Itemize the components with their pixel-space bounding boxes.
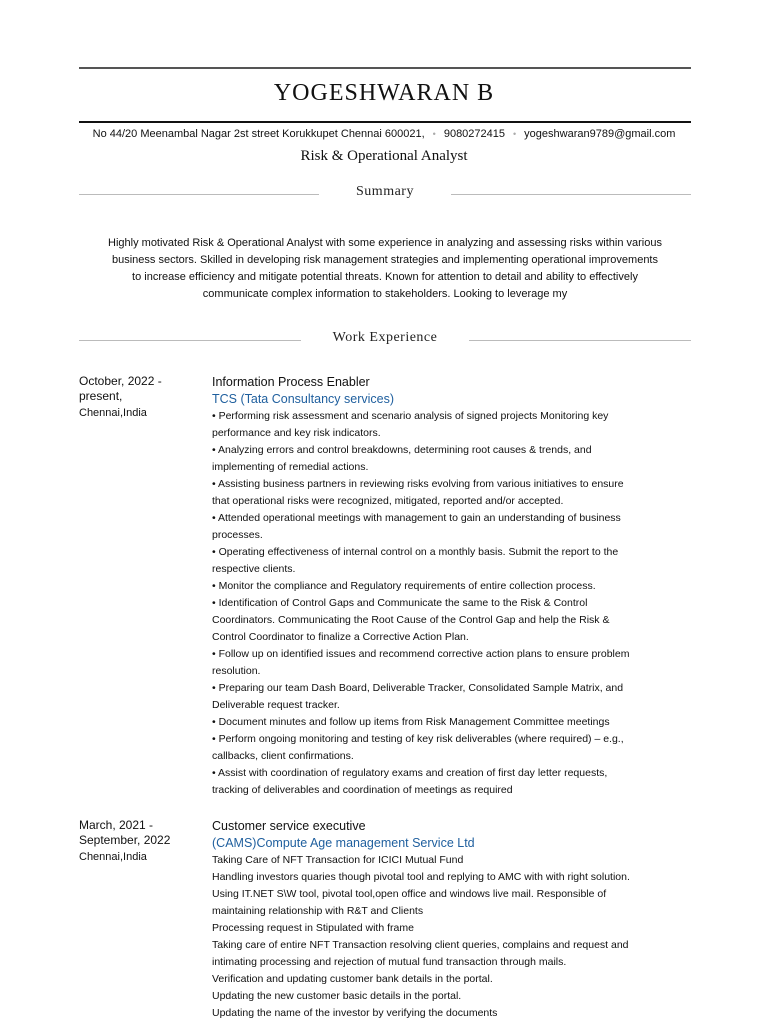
job-role: Customer service executive bbox=[212, 819, 366, 833]
job-dates-end: September, 2022 bbox=[79, 833, 171, 847]
job-meta bbox=[79, 818, 199, 865]
bullet-line: Taking care of entire NFT Transaction resolving client queries, complains and request and bbox=[212, 939, 629, 951]
bullet-line: • Identification of Control Gaps and Communicate the same to the Risk & Control bbox=[212, 597, 588, 609]
separator-dot-icon: • bbox=[513, 129, 517, 139]
bullet-line: maintaining relationship with R&T and Clients bbox=[212, 905, 424, 917]
job-details bbox=[212, 818, 692, 1022]
job-dates: March, 2021 - bbox=[79, 818, 154, 832]
bullet-line: • Perform ongoing monitoring and testing of key risk deliverables (where required) – e.g., bbox=[212, 733, 624, 745]
bullet-line: performance and key risk indicators. bbox=[212, 427, 381, 439]
job-role: Information Process Enabler bbox=[212, 375, 370, 389]
bullet-line: • Attended operational meetings with management to gain an understanding of business bbox=[212, 512, 621, 524]
bullet-line: • Preparing our team Dash Board, Deliverable Tracker, Consolidated Sample Matrix, and bbox=[212, 682, 624, 694]
bullet-line: • Analyzing errors and control breakdowns, determining root causes & trends, and bbox=[212, 444, 592, 456]
job-location: Chennai,India bbox=[79, 407, 147, 419]
bullet-line: that operational risks were recognized, mitigated, reported and/or accepted. bbox=[212, 495, 564, 507]
bullet-line: • Operating effectiveness of internal control on a monthly basis. Submit the report to the bbox=[212, 546, 619, 558]
job-location: Chennai,India bbox=[79, 851, 147, 863]
work-heading bbox=[79, 330, 691, 350]
bullet-line: Verification and updating customer bank details in the portal. bbox=[212, 973, 493, 985]
job-details bbox=[212, 374, 692, 799]
bullet-line: Handling investors quaries though pivotal tool and replying to AMC with with right solution. bbox=[212, 871, 630, 883]
job-title: Risk & Operational Analyst bbox=[300, 148, 468, 164]
bullet-line: Deliverable request tracker. bbox=[212, 699, 340, 711]
bullet-line: • Assisting business partners in reviewing risks evolving from various initiatives to ensure bbox=[212, 478, 624, 490]
summary-heading bbox=[79, 184, 691, 204]
summary-line: to increase efficiency and mitigate potential threats. Known for attention to detail and ability to effectively bbox=[132, 271, 638, 283]
bullet-line: Processing request in Stipulated with frame bbox=[212, 922, 414, 934]
job-meta bbox=[79, 374, 199, 421]
work-heading-label: Work Experience bbox=[332, 330, 438, 345]
bullet-line: callbacks, client confirmations. bbox=[212, 750, 354, 762]
bullet-line: • Assist with coordination of regulatory exams and creation of first day letter requests, bbox=[212, 767, 608, 779]
job-bullets bbox=[212, 852, 692, 1022]
summary-line: business sectors. Skilled in developing risk management strategies and implementing operational improvements bbox=[111, 254, 658, 266]
bullet-line: tracking of deliverables and coordination of meetings as required bbox=[212, 784, 513, 796]
name-divider bbox=[79, 121, 691, 123]
bullet-line: resolution. bbox=[212, 665, 261, 677]
bullet-line: processes. bbox=[212, 529, 263, 541]
bullet-line: • Performing risk assessment and scenario analysis of signed projects Monitoring key bbox=[212, 410, 609, 422]
bullet-line: Taking Care of NFT Transaction for ICICI Mutual Fund bbox=[212, 854, 464, 866]
bullet-line: • Document minutes and follow up items from Risk Management Committee meetings bbox=[212, 716, 610, 728]
bullet-line: Coordinators. Communicating the Root Cause of the Control Gap and help the Risk & bbox=[212, 614, 610, 626]
bullet-line: Updating the new customer basic details in the portal. bbox=[212, 990, 462, 1002]
summary-heading-label: Summary bbox=[356, 184, 414, 199]
bullet-line: • Follow up on identified issues and recommend corrective action plans to ensure problem bbox=[212, 648, 630, 660]
contact-email: yogeshwaran9789@gmail.com bbox=[524, 128, 676, 140]
bullet-line: respective clients. bbox=[212, 563, 296, 575]
bullet-line: Using IT.NET S\W tool, pivotal tool,open office and windows live mail. Responsible of bbox=[212, 888, 607, 900]
bullet-line: Control Coordinator to finalize a Corrective Action Plan. bbox=[212, 631, 469, 643]
contact-line bbox=[0, 128, 768, 140]
job-company: TCS (Tata Consultancy services) bbox=[212, 392, 395, 406]
summary-line: communicate complex information to stakeholders. Looking to leverage my bbox=[202, 288, 568, 300]
candidate-name: YOGESHWARAN B bbox=[273, 80, 495, 106]
bullet-line: • Monitor the compliance and Regulatory requirements of entire collection process. bbox=[212, 580, 596, 592]
contact-address: No 44/20 Meenambal Nagar 2st street Korukkupet Chennai 600021, bbox=[92, 128, 425, 140]
job-dates: October, 2022 - bbox=[79, 374, 162, 388]
bullet-line: Updating the name of the investor by verifying the documents bbox=[212, 1007, 498, 1019]
job-bullets bbox=[212, 408, 692, 799]
job-dates-end: present, bbox=[79, 389, 123, 403]
contact-phone: 9080272415 bbox=[443, 128, 506, 140]
bullet-line: intimating processing and rejection of mutual fund transaction through mails. bbox=[212, 956, 567, 968]
summary-text bbox=[95, 235, 675, 303]
job-company: (CAMS)Compute Age management Service Ltd bbox=[212, 836, 475, 850]
top-divider bbox=[79, 67, 691, 69]
separator-dot-icon: • bbox=[432, 129, 436, 139]
bullet-line: implementing of remedial actions. bbox=[212, 461, 369, 473]
summary-line: Highly motivated Risk & Operational Analyst with some experience in analyzing and assessing risks within various bbox=[108, 237, 662, 249]
